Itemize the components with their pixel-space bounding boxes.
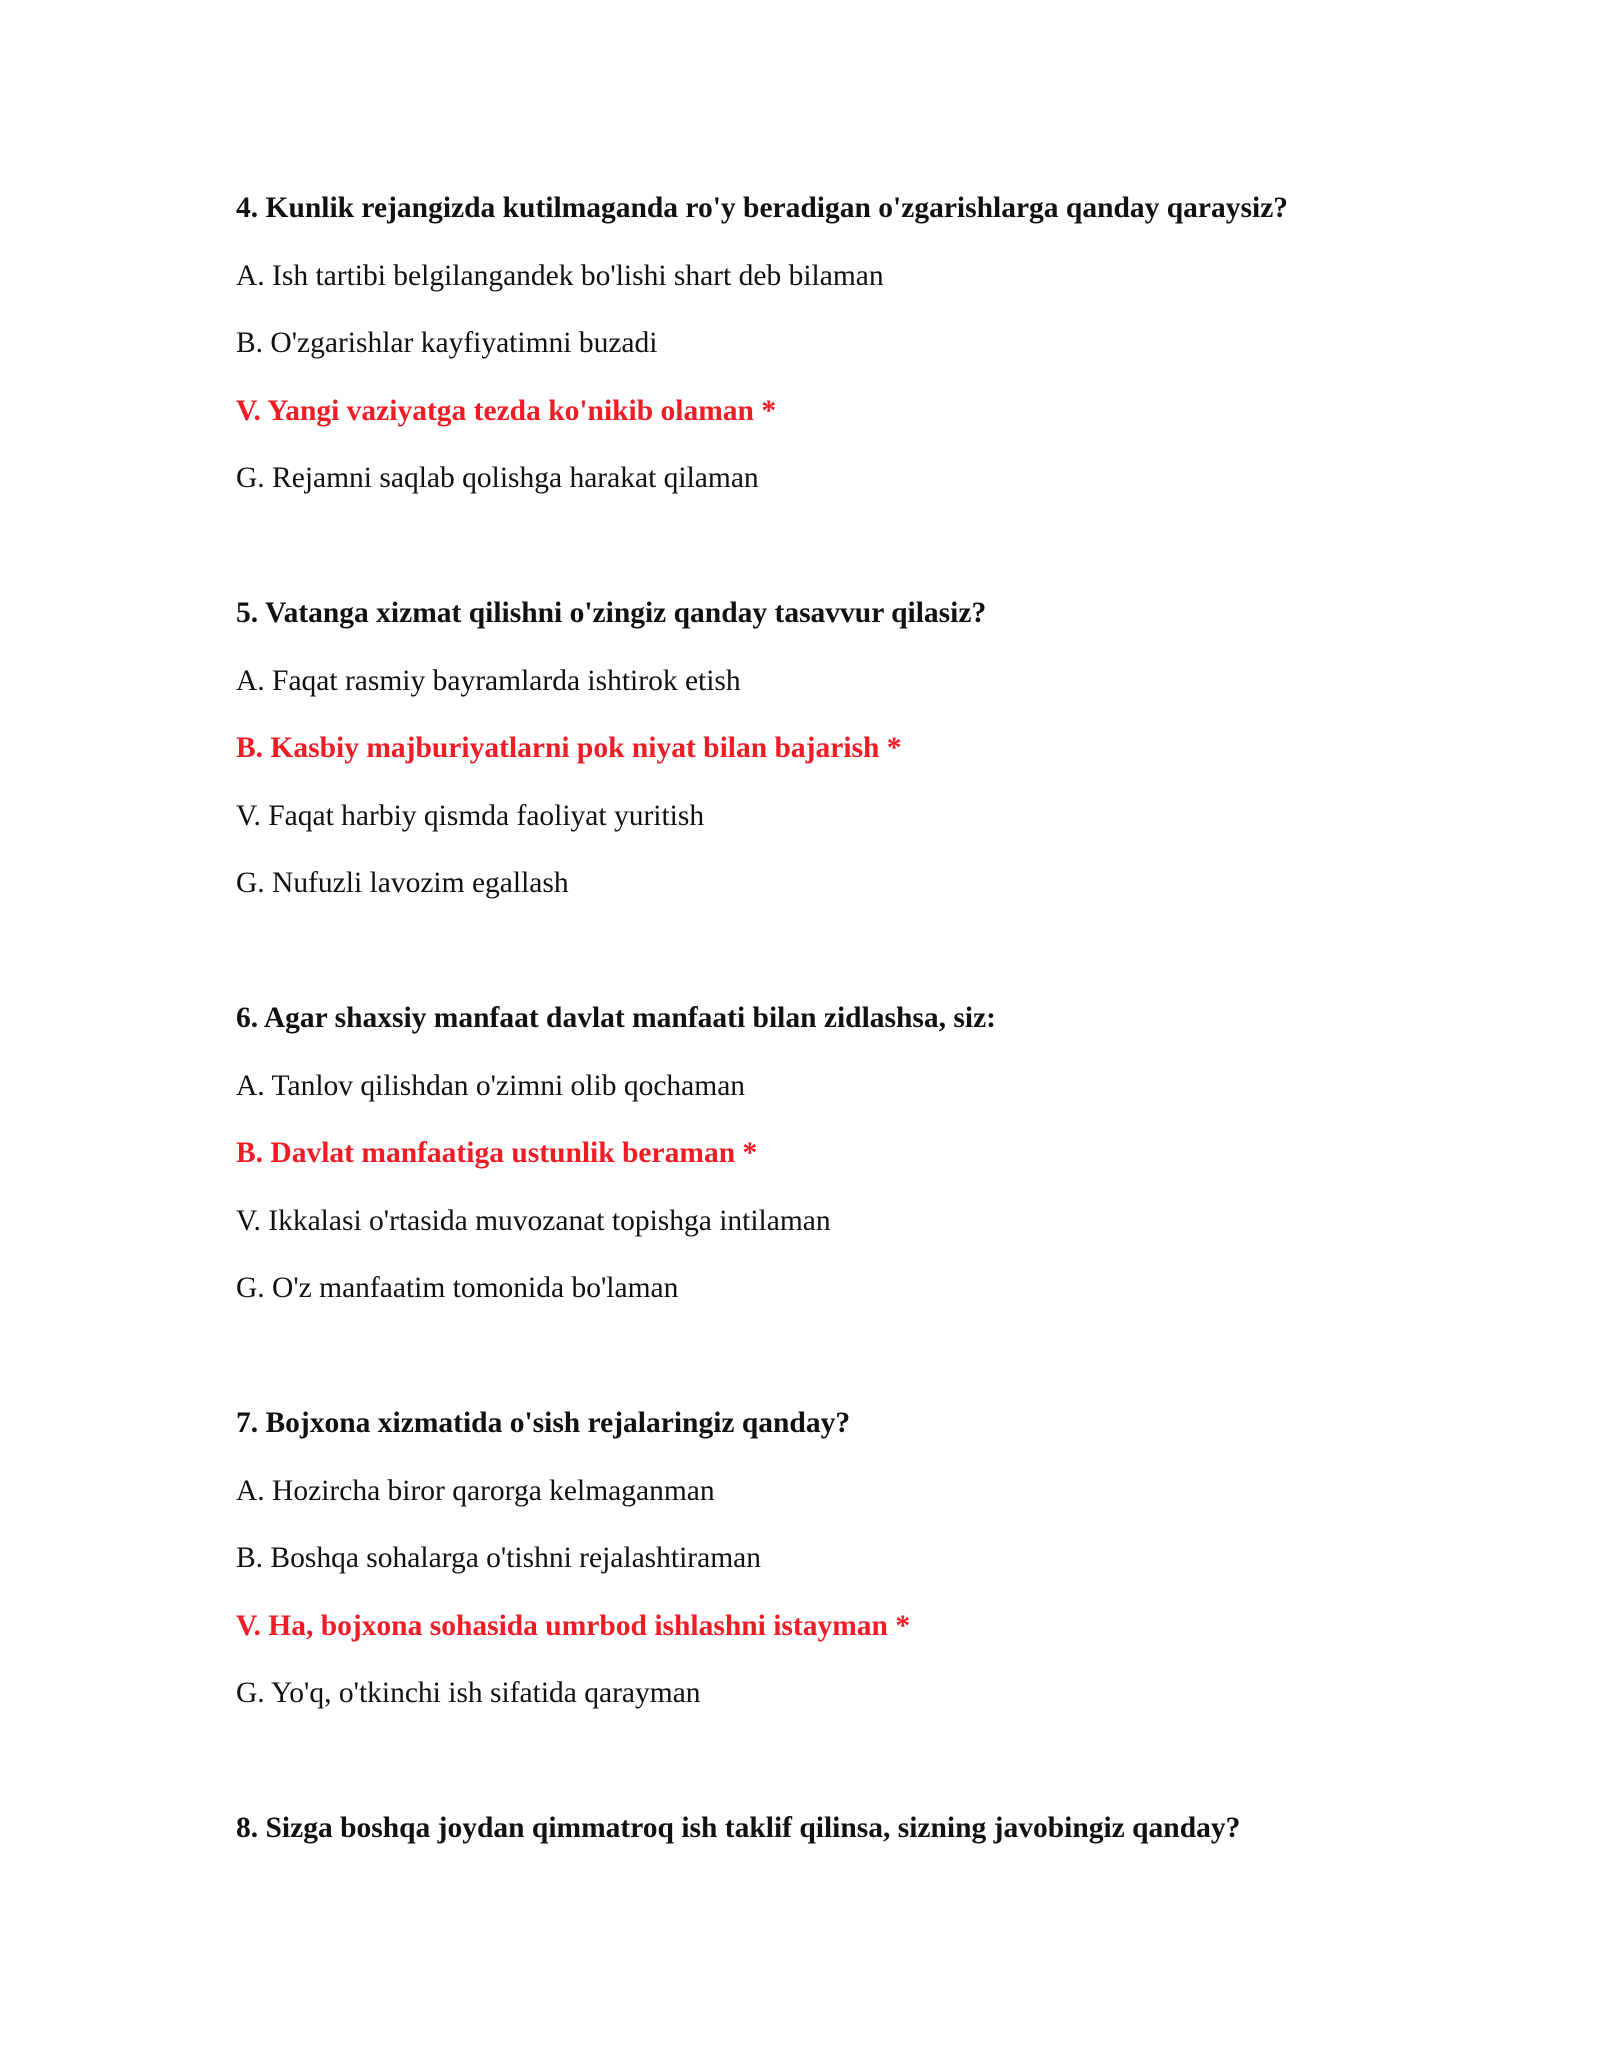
answer-option: A. Hozircha biror qarorga kelmaganman [236, 1475, 715, 1507]
question-title: 8. Sizga boshqa joydan qimmatroq ish taklif qilinsa, sizning javobingiz qanday? [236, 1812, 1241, 1844]
correct-answer-option: B. Davlat manfaatiga ustunlik beraman * [236, 1137, 758, 1169]
question-title: 4. Kunlik rejangizda kutilmaganda ro'y beradigan o'zgarishlarga qanday qaraysiz? [236, 192, 1289, 224]
answer-option: A. Tanlov qilishdan o'zimni olib qochaman [236, 1070, 746, 1102]
question-title: 5. Vatanga xizmat qilishni o'zingiz qanday tasavvur qilasiz? [236, 597, 987, 629]
correct-answer-option: B. Kasbiy majburiyatlarni pok niyat bilan bajarish * [236, 732, 902, 764]
answer-option: A. Faqat rasmiy bayramlarda ishtirok etish [236, 665, 741, 697]
answer-option: B. Boshqa sohalarga o'tishni rejalashtiraman [236, 1542, 762, 1574]
question-title: 7. Bojxona xizmatida o'sish rejalaringiz qanday? [236, 1407, 851, 1439]
answer-option: V. Ikkalasi o'rtasida muvozanat topishga intilaman [236, 1205, 831, 1237]
answer-option: G. Rejamni saqlab qolishga harakat qilaman [236, 462, 759, 494]
answer-option: A. Ish tartibi belgilangandek bo'lishi shart deb bilaman [236, 260, 884, 292]
answer-option: V. Faqat harbiy qismda faoliyat yuritish [236, 800, 705, 832]
answer-option: B. O'zgarishlar kayfiyatimni buzadi [236, 327, 658, 359]
answer-option: G. O'z manfaatim tomonida bo'laman [236, 1272, 679, 1304]
answer-option: G. Yo'q, o'tkinchi ish sifatida qarayman [236, 1677, 701, 1709]
correct-answer-option: V. Yangi vaziyatga tezda ko'nikib olaman * [236, 395, 777, 427]
question-title: 6. Agar shaxsiy manfaat davlat manfaati bilan zidlashsa, siz: [236, 1002, 996, 1034]
answer-option: G. Nufuzli lavozim egallash [236, 867, 569, 899]
correct-answer-option: V. Ha, bojxona sohasida umrbod ishlashni istayman * [236, 1610, 911, 1642]
